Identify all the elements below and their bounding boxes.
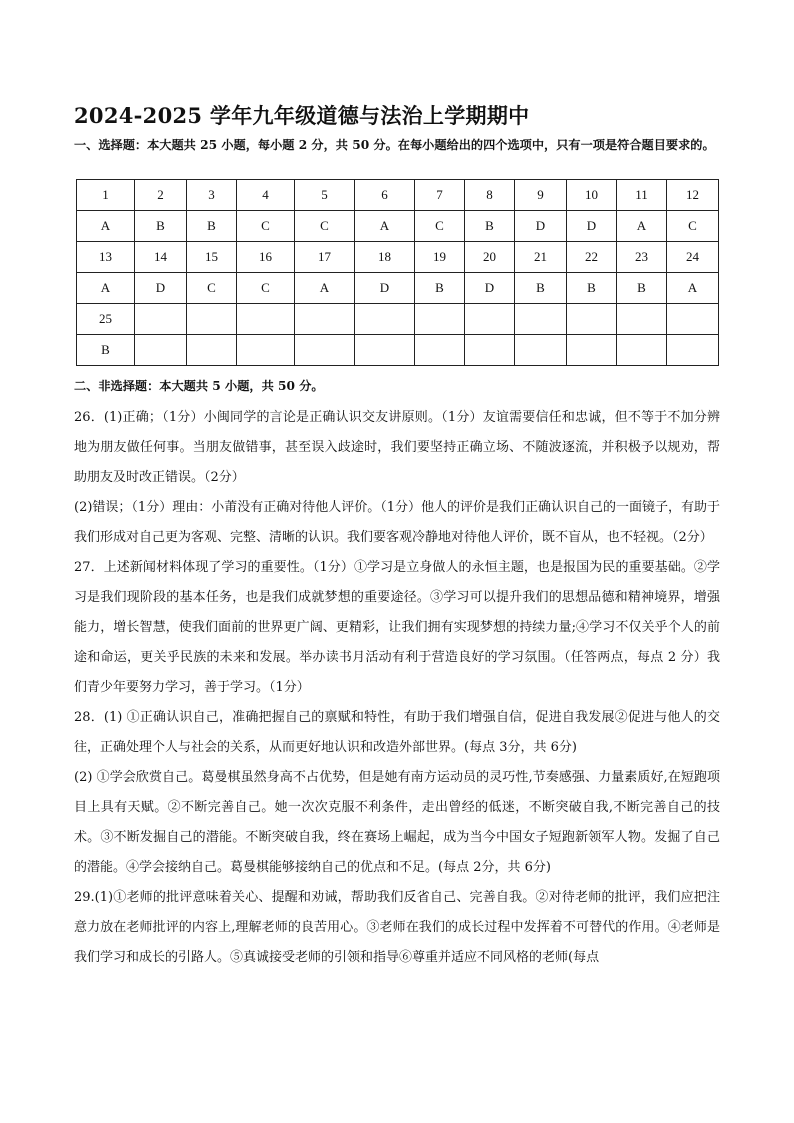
table-row: [77, 180, 719, 211]
table-cell: [237, 304, 295, 335]
table-row: [77, 273, 719, 304]
table-row: [77, 211, 719, 242]
table-cell: [415, 304, 465, 335]
table-cell: B: [515, 273, 567, 304]
table-cell: 6: [355, 180, 415, 211]
table-cell: C: [237, 211, 295, 242]
answer-28-2: (2) ①学会欣赏自己。葛曼棋虽然身高不占优势，但是她有南方运动员的灵巧性,节奏感强、力量素质好,在短跑项目上具有天赋。②不断完善自己。她一次次克服不利条件，走出曾经的低迷，不断突破自我,不断完善自己的技术。③不断发掘自己的潜能。不断突破自我，终在赛场上崛起，成为当今中国女子短跑新领军人物。发掘了自己的潜能。④学会接纳自己。葛曼棋能够接纳自己的优点和不足。(每点 2分，共 6分): [74, 770, 720, 875]
answer-26-1: 26．(1)正确；（1分）小闽同学的言论是正确认识交友讲原则。（1分）友谊需要信任和忠诚，但不等于不加分辨地为朋友做任何事。当朋友做错事，甚至误入歧途时，我们要坚持正确立场、不随波逐流，并积极予以规劝，帮助朋友及时改正错误。（2分）: [74, 410, 720, 485]
table-cell: D: [567, 211, 617, 242]
table-cell: B: [135, 211, 187, 242]
table-cell: [617, 335, 667, 366]
table-cell: 10: [567, 180, 617, 211]
table-cell: A: [667, 273, 719, 304]
table-cell: C: [295, 211, 355, 242]
table-cell: [355, 335, 415, 366]
answer-table: [76, 179, 719, 366]
table-cell: 18: [355, 242, 415, 273]
table-cell: 14: [135, 242, 187, 273]
table-cell: D: [515, 211, 567, 242]
table-cell: C: [187, 273, 237, 304]
table-cell: 11: [617, 180, 667, 211]
table-cell: B: [465, 211, 515, 242]
table-cell: [617, 304, 667, 335]
table-cell: [415, 335, 465, 366]
table-cell: [667, 304, 719, 335]
table-cell: A: [77, 211, 135, 242]
table-cell: B: [617, 273, 667, 304]
table-cell: [567, 335, 617, 366]
table-cell: 23: [617, 242, 667, 273]
table-cell: [295, 304, 355, 335]
table-cell: C: [237, 273, 295, 304]
table-cell: 22: [567, 242, 617, 273]
table-cell: D: [465, 273, 515, 304]
table-cell: A: [617, 211, 667, 242]
answer-29-1: 29.(1)①老师的批评意味着关心、提醒和劝诫，帮助我们反省自己、完善自我。②对待老师的批评，我们应把注意力放在老师批评的内容上,理解老师的良苦用心。③老师在我们的成长过程中发挥着不可替代的作用。④老师是我们学习和成长的引路人。⑤真诚接受老师的引领和指导⑥尊重并适应不同风格的老师(每点: [74, 890, 720, 965]
table-cell: 17: [295, 242, 355, 273]
table-cell: D: [355, 273, 415, 304]
table-cell: 1: [77, 180, 135, 211]
table-cell: 19: [415, 242, 465, 273]
table-cell: A: [295, 273, 355, 304]
answer-28-1: 28．(1) ①正确认识自己，准确把握自己的禀赋和特性，有助于我们增强自信，促进自我发展②促进与他人的交往，正确处理个人与社会的关系，从而更好地认识和改造外部世界。(每点 3分，共 6分): [74, 710, 720, 755]
table-cell: 13: [77, 242, 135, 273]
section-2-heading: 二、非选择题：本大题共 5 小题，共 50 分。: [74, 379, 324, 393]
table-cell: B: [187, 211, 237, 242]
table-cell: C: [667, 211, 719, 242]
table-cell: 20: [465, 242, 515, 273]
table-cell: 15: [187, 242, 237, 273]
table-cell: [135, 335, 187, 366]
table-cell: [187, 335, 237, 366]
table-row: [77, 242, 719, 273]
table-cell: 8: [465, 180, 515, 211]
table-cell: 12: [667, 180, 719, 211]
table-cell: [135, 304, 187, 335]
table-cell: [567, 304, 617, 335]
table-cell: 5: [295, 180, 355, 211]
table-cell: D: [135, 273, 187, 304]
table-cell: [465, 335, 515, 366]
table-cell: [667, 335, 719, 366]
answer-text: [74, 403, 720, 973]
table-cell: 2: [135, 180, 187, 211]
table-row: [77, 335, 719, 366]
answer-26-2: (2)错误；（1分）理由：小莆没有正确对待他人评价。（1分）他人的评价是我们正确认识自己的一面镜子，有助于我们形成对自己更为客观、完整、清晰的认识。我们要客观冷静地对待他人评价，既不盲从，也不轻视。（2分）: [74, 500, 720, 545]
answer-27: 27．上述新闻材料体现了学习的重要性。（1分）①学习是立身做人的永恒主题，也是报国为民的重要基础。②学习是我们现阶段的基本任务，也是我们成就梦想的重要途径。③学习可以提升我们的思想品德和精神境界，增强能力，增长智慧，使我们面前的世界更广阔、更精彩，让我们拥有实现梦想的持续力量;④学习不仅关乎个人的前途和命运，更关乎民族的未来和发展。举办读书月活动有利于营造良好的学习氛围。（任答两点，每点 2 分）我们青少年要努力学习，善于学习。（1分）: [74, 560, 720, 695]
table-cell: [295, 335, 355, 366]
table-cell: A: [77, 273, 135, 304]
table-cell: 4: [237, 180, 295, 211]
table-cell: [515, 335, 567, 366]
table-cell: [465, 304, 515, 335]
table-cell: 25: [77, 304, 135, 335]
table-cell: 24: [667, 242, 719, 273]
table-row: [77, 304, 719, 335]
table-cell: C: [415, 211, 465, 242]
table-cell: A: [355, 211, 415, 242]
table-cell: [515, 304, 567, 335]
table-cell: 7: [415, 180, 465, 211]
table-cell: 21: [515, 242, 567, 273]
table-cell: 16: [237, 242, 295, 273]
table-cell: B: [415, 273, 465, 304]
page-title: 2024-2025 学年九年级道德与法治上学期期中: [74, 103, 530, 128]
table-cell: 9: [515, 180, 567, 211]
section-1-heading: 一、选择题：本大题共 25 小题，每小题 2 分，共 50 分。在每小题给出的四个选项中，只有一项是符合题目要求的。: [74, 138, 715, 152]
table-cell: [355, 304, 415, 335]
table-cell: [237, 335, 295, 366]
table-cell: B: [77, 335, 135, 366]
table-cell: B: [567, 273, 617, 304]
table-cell: 3: [187, 180, 237, 211]
table-cell: [187, 304, 237, 335]
